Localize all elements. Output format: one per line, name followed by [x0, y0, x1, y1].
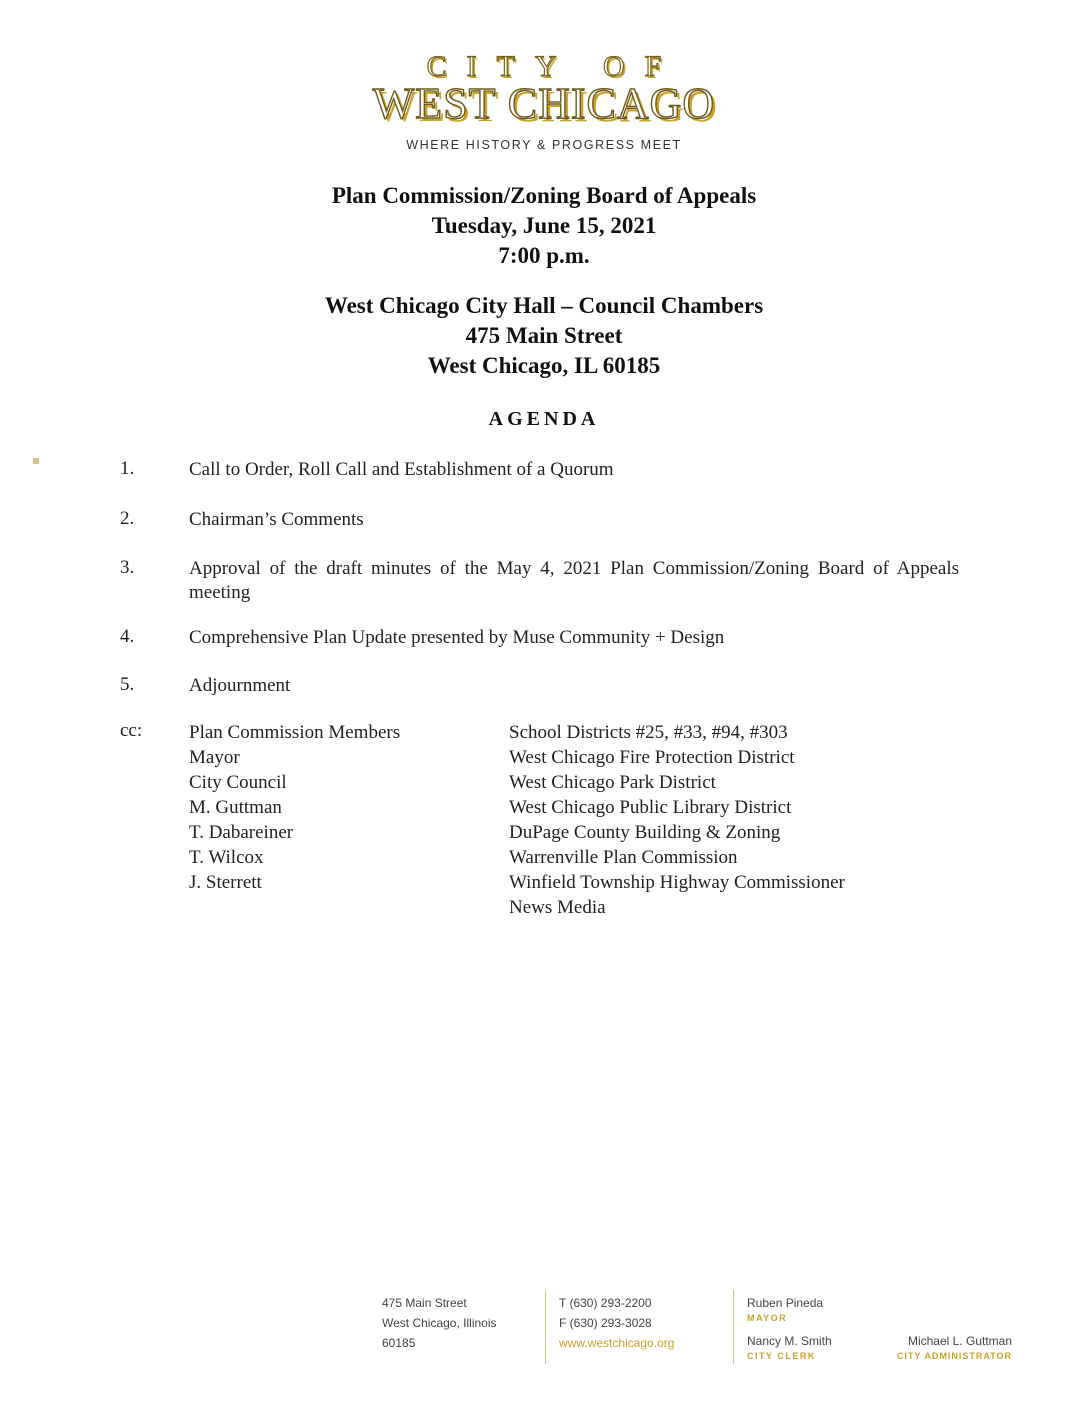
cc-recipient: Plan Commission Members [189, 722, 401, 743]
meeting-body: Plan Commission/Zoning Board of Appeals [331, 183, 757, 208]
footer-phone: T (630) 293-2200 [559, 1296, 652, 1310]
agenda-item-number: 4. [120, 626, 135, 647]
agenda-item-number: 1. [120, 458, 135, 479]
footer-divider [733, 1290, 734, 1364]
footer-contact [559, 1293, 674, 1353]
mayor-role: MAYOR [747, 1313, 788, 1323]
cc-recipient: Winfield Township Highway Commissioner [509, 872, 845, 893]
footer-address-line: 60185 [382, 1336, 416, 1350]
admin-name: Michael L. Guttman [907, 1334, 1012, 1348]
agenda-item-text: Chairman’s Comments [189, 509, 364, 530]
agenda-item-number: 3. [120, 557, 135, 578]
cc-recipient: City Council [189, 772, 287, 793]
agenda-item-text: Call to Order, Roll Call and Establishment of a Quorum [189, 459, 614, 480]
agenda-item-number: 5. [120, 674, 135, 695]
cc-list-right [509, 720, 845, 920]
footer-officials [747, 1293, 832, 1361]
clerk-name: Nancy M. Smith [747, 1334, 832, 1348]
footer-address-line: West Chicago, Illinois [382, 1316, 497, 1330]
footer-fax: F (630) 293-3028 [559, 1316, 652, 1330]
cc-recipient: DuPage County Building & Zoning [509, 822, 781, 843]
cc-recipient: West Chicago Park District [509, 772, 716, 793]
meeting-street: 475 Main Street [465, 323, 623, 348]
cc-recipient: School Districts #25, #33, #94, #303 [509, 722, 788, 743]
cc-recipient: T. Dabareiner [189, 822, 294, 843]
meeting-date: Tuesday, June 15, 2021 [431, 213, 657, 238]
cc-recipient: J. Sterrett [189, 872, 262, 893]
cc-list-left [189, 720, 400, 895]
meeting-venue: West Chicago City Hall – Council Chambers [324, 293, 764, 318]
cc-recipient: News Media [509, 897, 606, 918]
meeting-city: West Chicago, IL 60185 [427, 353, 661, 378]
cc-recipient: West Chicago Fire Protection District [509, 747, 795, 768]
cc-recipient: M. Guttman [189, 797, 282, 818]
cc-recipient: Warrenville Plan Commission [509, 847, 738, 868]
agenda-item-number: 2. [120, 508, 135, 529]
logo-west-chicago: WEST CHICAGO [372, 79, 716, 128]
agenda-title: AGENDA [488, 408, 600, 430]
agenda-item-text: Adjournment [189, 675, 291, 696]
agenda-item-text: Approval of the draft minutes of the May 4, 2021 Plan Commission/Zoning Board of Appeals meeting [189, 558, 959, 603]
agenda-item-text: Comprehensive Plan Update presented by Muse Community + Design [189, 627, 725, 648]
meeting-time: 7:00 p.m. [498, 243, 590, 268]
cc-recipient: West Chicago Public Library District [509, 797, 792, 818]
logo-city-of: CITY OF [426, 50, 682, 83]
letterhead-tagline: WHERE HISTORY & PROGRESS MEET [406, 138, 682, 152]
admin-role: CITY ADMINISTRATOR [896, 1351, 1012, 1361]
footer-divider [545, 1290, 546, 1364]
cc-recipient: Mayor [189, 747, 240, 768]
footer-address [382, 1293, 497, 1353]
scan-mark [33, 458, 39, 464]
mayor-name: Ruben Pineda [747, 1296, 824, 1310]
cc-label: cc: [120, 720, 143, 741]
footer-administrator [878, 1331, 1012, 1361]
footer-website-link[interactable]: www.westchicago.org [559, 1336, 675, 1350]
cc-recipient: T. Wilcox [189, 847, 264, 868]
footer-address-line: 475 Main Street [382, 1296, 467, 1310]
clerk-role: CITY CLERK [747, 1351, 816, 1361]
